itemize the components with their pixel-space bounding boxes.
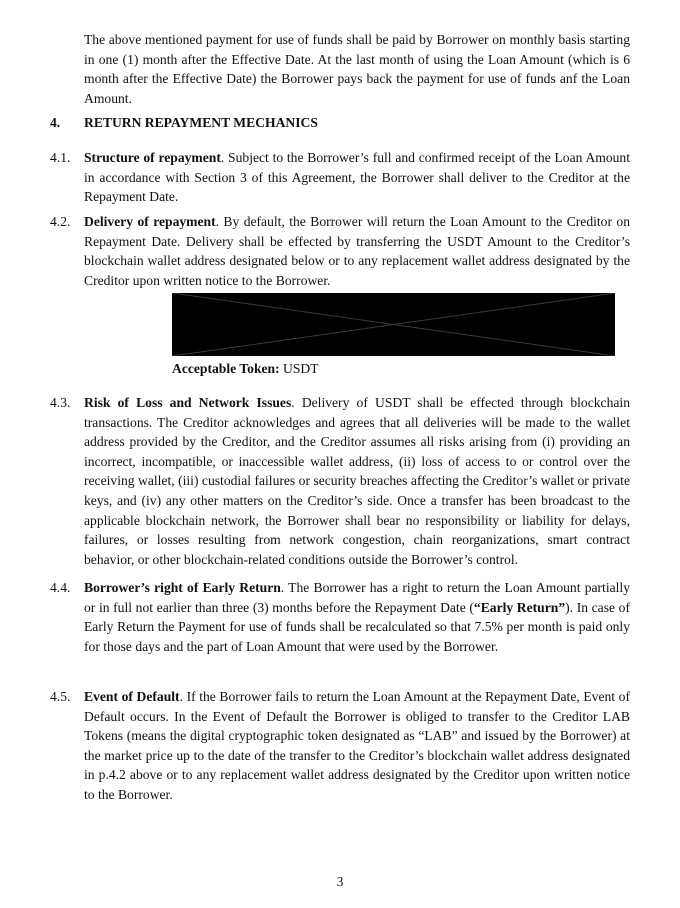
clause-text: . The Borrower has a right to return the Loan Amount partially or in full not earlier than three (3) months before the Repayment Date ( — [84, 580, 630, 615]
token-value: USDT — [279, 361, 319, 376]
clause-number: 4.3. — [50, 395, 71, 410]
page-number: 3 — [336, 874, 344, 889]
clause-title: Borrower’s right of Early Return — [84, 580, 281, 595]
clause-number: 4.2. — [50, 214, 71, 229]
redacted-wallet-address — [172, 293, 615, 356]
section-heading — [50, 113, 318, 133]
clause-body — [84, 578, 630, 656]
redaction-cross-icon — [172, 293, 615, 356]
clause-text: . By default, the Borrower will return the Loan Amount to the Creditor on Repayment Date. Delivery shall be effected by transferring the USDT Amount to the Creditor’s blockchain wallet address designated below or to any replacement wallet address designated by the Creditor upon written notice to the Borrower. — [84, 214, 631, 288]
clause-text: . Delivery of USDT shall be effected through blockchain transactions. The Creditor acknowledges and agrees that all deliveries will be made to the wallet address provided by the Creditor, and the Creditor assumes all risks arising from (i) providing an incorrect, incompatible, or inaccessible wallet address, (ii) loss of access to or control over the receiving wallet, (iii) custodial failures or security breaches affecting the Creditor’s wallet or private keys, and (iv) any other matters on the Creditor’s side. Once a transfer has been broadcast to the applicable blockchain network, the Borrower shall bear no responsibility or liability for delays, failures, or losses resulting from network congestion, chain reorganizations, smart contract behavior, or other blockchain-related conditions outside the Borrower’s control. — [84, 395, 630, 567]
token-label: Acceptable Token: — [172, 361, 280, 376]
clause-number: 4.1. — [50, 150, 71, 165]
clause-number: 4.4. — [50, 580, 71, 595]
clause-text: . Subject to the Borrower’s full and confirmed receipt of the Loan Amount in accordance with Section 3 of this Agreement, the Borrower shall deliver to the Creditor at the Repayment Date. — [84, 150, 631, 205]
clause-number: 4.5. — [50, 689, 71, 704]
clause-body — [84, 212, 630, 290]
clause-4-3 — [50, 393, 630, 569]
acceptable-token-line — [172, 359, 319, 379]
clause-title: Event of Default — [84, 689, 180, 704]
clause-body — [84, 393, 630, 569]
section-title: RETURN REPAYMENT MECHANICS — [84, 115, 318, 130]
clause-text: ). In case of Early Return the Payment for use of funds shall be recalculated so that 7.5% per month is paid only for those days and the part of Loan Amount that were used by the Borrower. — [84, 599, 630, 654]
clause-4-1 — [50, 148, 630, 207]
intro-paragraph: The above mentioned payment for use of funds shall be paid by Borrower on monthly basis starting in one (1) month after the Effective Date. At the last month of using the Loan Amount (which is 6 month after the Effective Date) the Borrower pays back the payment for use of funds anf the Loan Amount. — [84, 32, 630, 106]
clause-title: Delivery of repayment — [84, 214, 216, 229]
clause-4-5 — [50, 687, 630, 805]
clause-body — [84, 148, 630, 207]
defined-term: “Early Return” — [473, 599, 566, 615]
clause-title: Structure of repayment — [84, 150, 221, 165]
clause-4-4 — [50, 578, 630, 656]
clause-text: . If the Borrower fails to return the Loan Amount at the Repayment Date, Event of Default occurs. In the Event of Default the Borrower is obliged to transfer to the Creditor LAB Tokens (means the digital cryptographic token designated as “LAB” and issued by the Borrower) at the market price up to the date of the transfer to the Creditor’s blockchain wallet address designated in p.4.2 above or to any replacement wallet address designated by the Creditor upon written notice to the Borrower. — [84, 689, 630, 802]
clause-title: Risk of Loss and Network Issues — [84, 395, 292, 410]
clause-body — [84, 687, 630, 805]
clause-4-2 — [50, 212, 630, 290]
section-number: 4. — [50, 115, 61, 130]
